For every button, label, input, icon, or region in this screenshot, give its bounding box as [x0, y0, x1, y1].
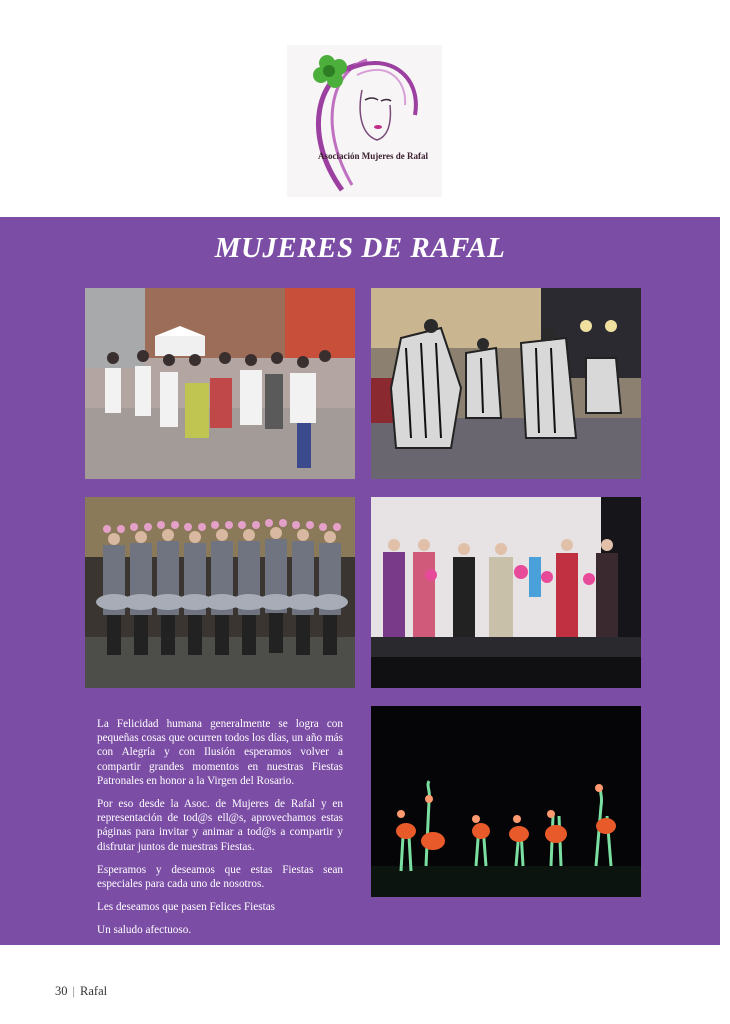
photo-fringe-dancers: [371, 288, 641, 479]
publication-name: Rafal: [80, 984, 108, 998]
photo-group-women: [85, 288, 355, 479]
photo-stage-bouquets: [371, 497, 641, 688]
page-title: MUJERES DE RAFAL: [214, 232, 506, 264]
photo-flamingo-puppets: [371, 706, 641, 897]
association-logo: [287, 45, 442, 197]
body-paragraph: Les deseamos que pasen Felices Fiestas: [97, 901, 276, 914]
body-paragraph: Esperamos y deseamos que estas Fiestas sean especiales para cada uno de nosotros.: [97, 863, 343, 891]
footer-separator: |: [72, 984, 76, 998]
body-paragraph: La Felicidad humana generalmente se logra con pequeñas cosas que ocurren todos los días, un año más con Alegría y con Ilusión esperamos volver a compartir grandes momentos en nuestras Fiestas Patronales en honor a la Virgen del Rosario.: [97, 718, 343, 787]
body-paragraph: Un saludo afectuoso.: [97, 924, 192, 937]
logo-text: Asociación Mujeres de Rafal: [317, 151, 429, 161]
body-paragraph: Por eso desde la Asoc. de Mujeres de Rafal y en representación de tod@s ell@s, aprovechamos estas páginas para invitar y animar a tod@s a compartir y disfrutar juntos de nuestras Fiestas.: [97, 798, 343, 853]
photo-mouse-dancers: [85, 497, 355, 688]
woman-face-logo-icon: [287, 45, 442, 197]
body-text: [97, 717, 343, 947]
flower-icon: [313, 55, 347, 88]
page-number: 30: [55, 984, 68, 998]
page-footer: [55, 984, 107, 999]
